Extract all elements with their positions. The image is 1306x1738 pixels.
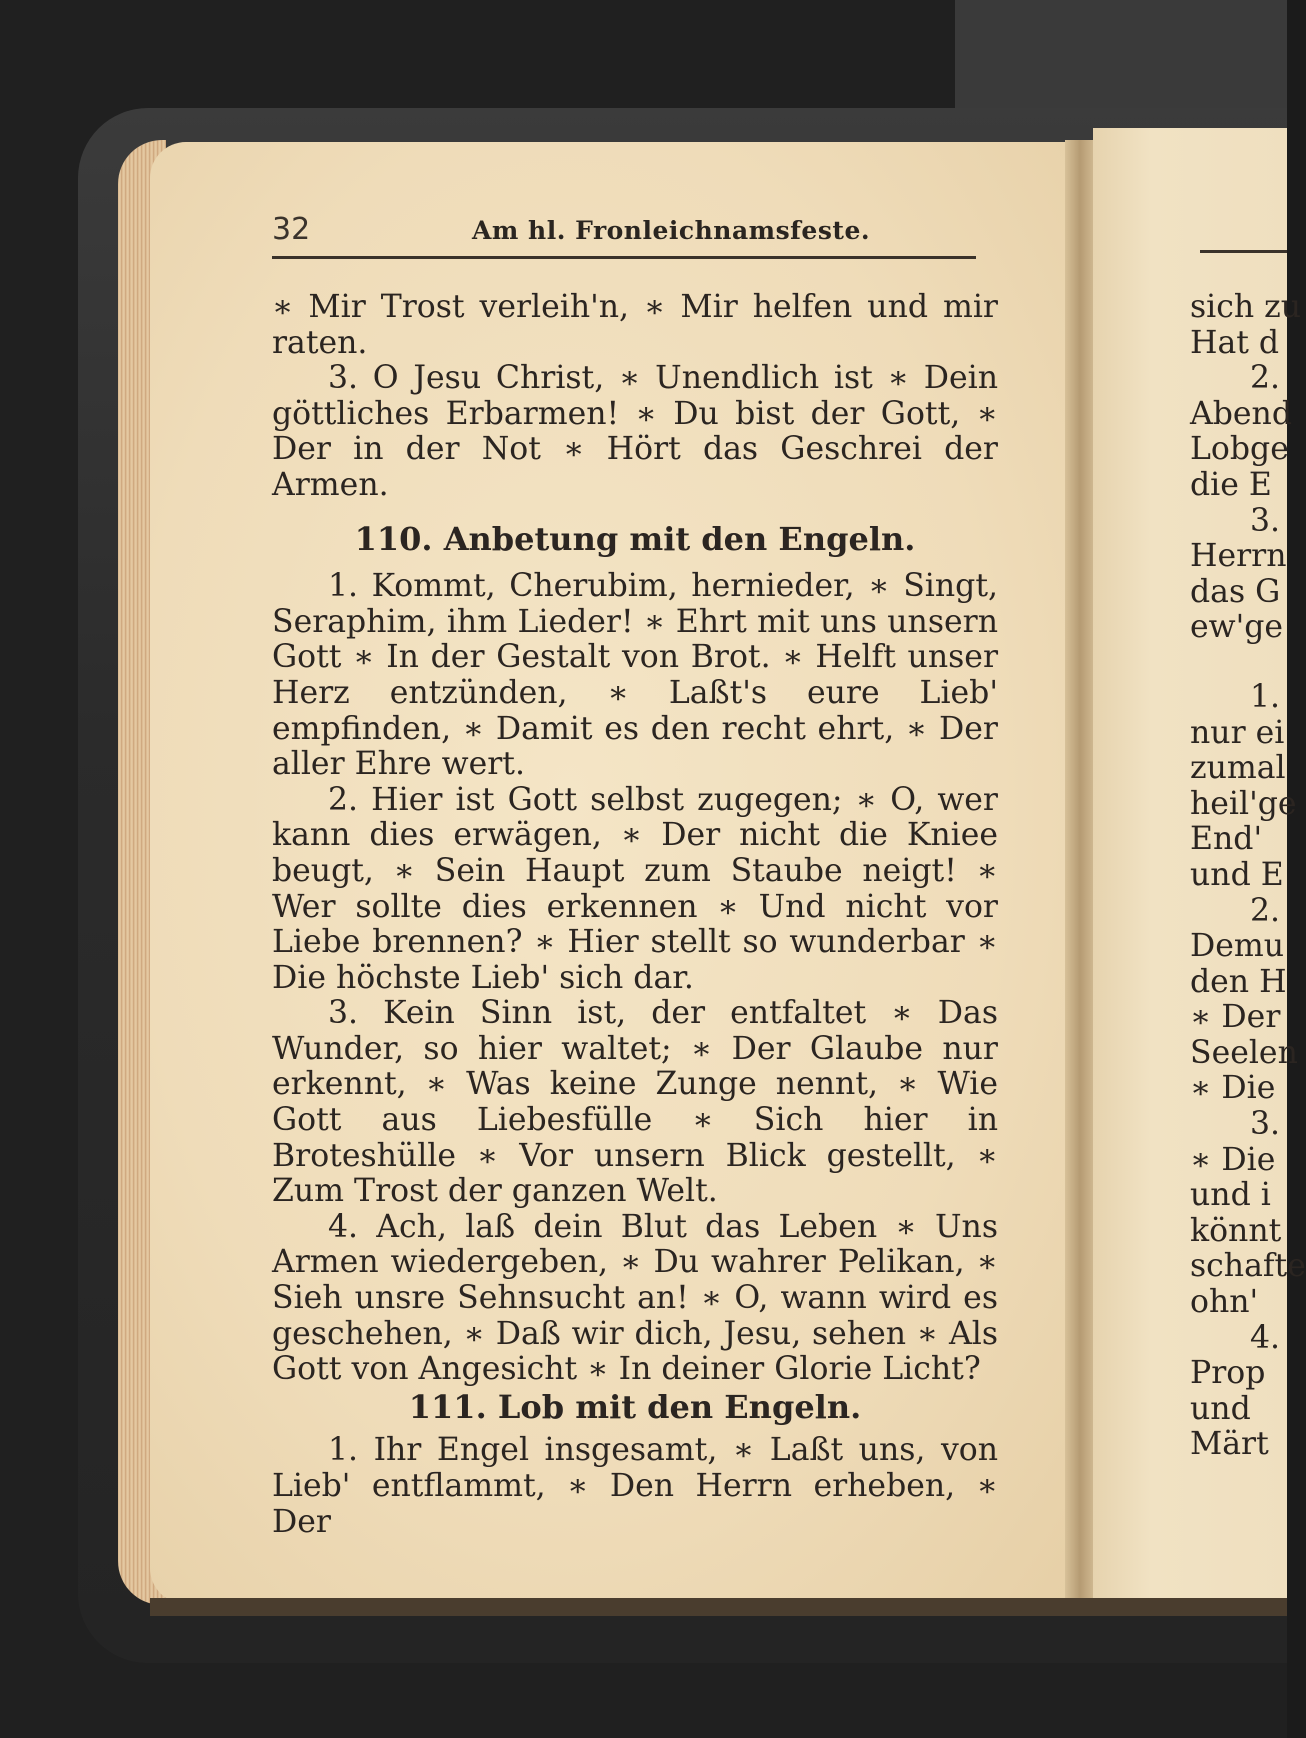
right-page-line: nur ei [1190, 714, 1285, 751]
right-page-line: ∗ Die [1190, 1070, 1276, 1107]
right-page-line: das G [1190, 573, 1281, 610]
right-page-line [1190, 646, 1287, 680]
right-page-line: zumal [1190, 750, 1286, 787]
verse: 1. Kommt, Cherubim, hernieder, ∗ Singt, Seraphim, ihm Lieder! ∗ Ehrt mit uns unsern Gott ∗ In der Gestalt von Brot. ∗ Helft unser Herz entzünden, ∗ Laßt's eure Lieb' empfinden, ∗ Damit es den recht ehrt, ∗ Der aller Ehre wert. [272, 568, 998, 783]
verse: 3. Kein Sinn ist, der entfaltet ∗ Das Wunder, so hier waltet; ∗ Der Glaube nur erkennt, ∗ Was keine Zunge nennt, ∗ Wie Gott aus Liebesfülle ∗ Sich hier in Broteshülle ∗ Vor unsern Blick gestellt, ∗ Zum Trost der ganzen Welt. [272, 995, 998, 1210]
right-page-line: 3. [1250, 1106, 1281, 1143]
right-page-header-rule [1200, 250, 1287, 253]
right-page-line: Abend [1190, 395, 1293, 432]
right-page-line: ∗ Die [1190, 1141, 1276, 1178]
hymn-title: 111. Lob mit den Engeln. [408, 1387, 862, 1426]
right-page-line: Seelen [1190, 1034, 1298, 1071]
right-page-line: 4. [1250, 1319, 1281, 1356]
right-page-line: Demu [1190, 928, 1285, 965]
right-page-line: und E [1190, 856, 1284, 893]
right-page-line: End' [1190, 821, 1263, 858]
verse: 4. Ach, laß dein Blut das Leben ∗ Uns Armen wiedergeben, ∗ Du wahrer Pelikan, ∗ Sieh unsre Sehnsucht an! ∗ O, wann wird es geschehen, ∗ Daß wir dich, Jesu, sehen ∗ Als Gott von Angesicht ∗ In deiner Glorie Licht? [272, 1208, 998, 1388]
right-page-line: Prop [1190, 1355, 1266, 1392]
running-head: Am hl. Fronleichnamsfeste. [472, 216, 871, 245]
right-page-line: schafte [1190, 1248, 1306, 1285]
verse: 1. Ihr Engel insgesamt, ∗ Laßt uns, von Lieb' entflammt, ∗ Den Herrn erheben, ∗ Der [272, 1432, 998, 1540]
right-page-line: Hat d [1190, 324, 1280, 361]
right-page-line: 2. [1250, 360, 1281, 397]
right-page-line: sich zu [1190, 289, 1302, 325]
right-page-line: ohn' [1190, 1284, 1259, 1321]
verse: 3. O Jesu Christ, ∗ Unendlich ist ∗ Dein göttliches Erbarmen! ∗ Du bist der Gott, ∗ Der in der Not ∗ Hört das Geschrei der Armen. [272, 360, 998, 503]
right-page-line: Lobge [1190, 431, 1289, 468]
page-body [272, 290, 998, 1540]
right-page-line: könnt [1190, 1212, 1282, 1249]
verse-continuation: ∗ Mir Trost verleih'n, ∗ Mir helfen und mir raten. [272, 289, 998, 361]
right-page-line: 2. [1250, 892, 1281, 929]
header-rule [272, 256, 976, 259]
right-page-line: heil'ge [1190, 785, 1297, 822]
right-page-line: 3. [1250, 502, 1281, 539]
right-page-line: Märt [1190, 1426, 1269, 1463]
page-header [272, 212, 996, 256]
right-page-line: und i [1190, 1177, 1271, 1214]
book-gutter [1065, 140, 1095, 1604]
right-page-line: Herrn [1190, 538, 1287, 575]
right-page-line: die E [1190, 466, 1272, 503]
right-page-line: und [1190, 1390, 1251, 1427]
page-number: 32 [272, 212, 311, 247]
binding-bottom [150, 1598, 1287, 1616]
hymn-title: 110. Anbetung mit den Engeln. [354, 519, 916, 558]
verse: 2. Hier ist Gott selbst zugegen; ∗ O, wer kann dies erwägen, ∗ Der nicht die Kniee beugt, ∗ Sein Haupt zum Staube neigt! ∗ Wer sollte dies erkennen ∗ Und nicht vor Liebe brennen? ∗ Hier stellt so wunderbar ∗ Die höchste Lieb' sich dar. [272, 781, 998, 996]
right-page-line: ew'ge [1190, 609, 1284, 646]
right-page-line: ∗ Der [1190, 999, 1281, 1036]
right-page-line: den H [1190, 963, 1287, 1000]
right-page-line: 1. [1250, 678, 1281, 715]
right-page-text [1190, 289, 1306, 1463]
